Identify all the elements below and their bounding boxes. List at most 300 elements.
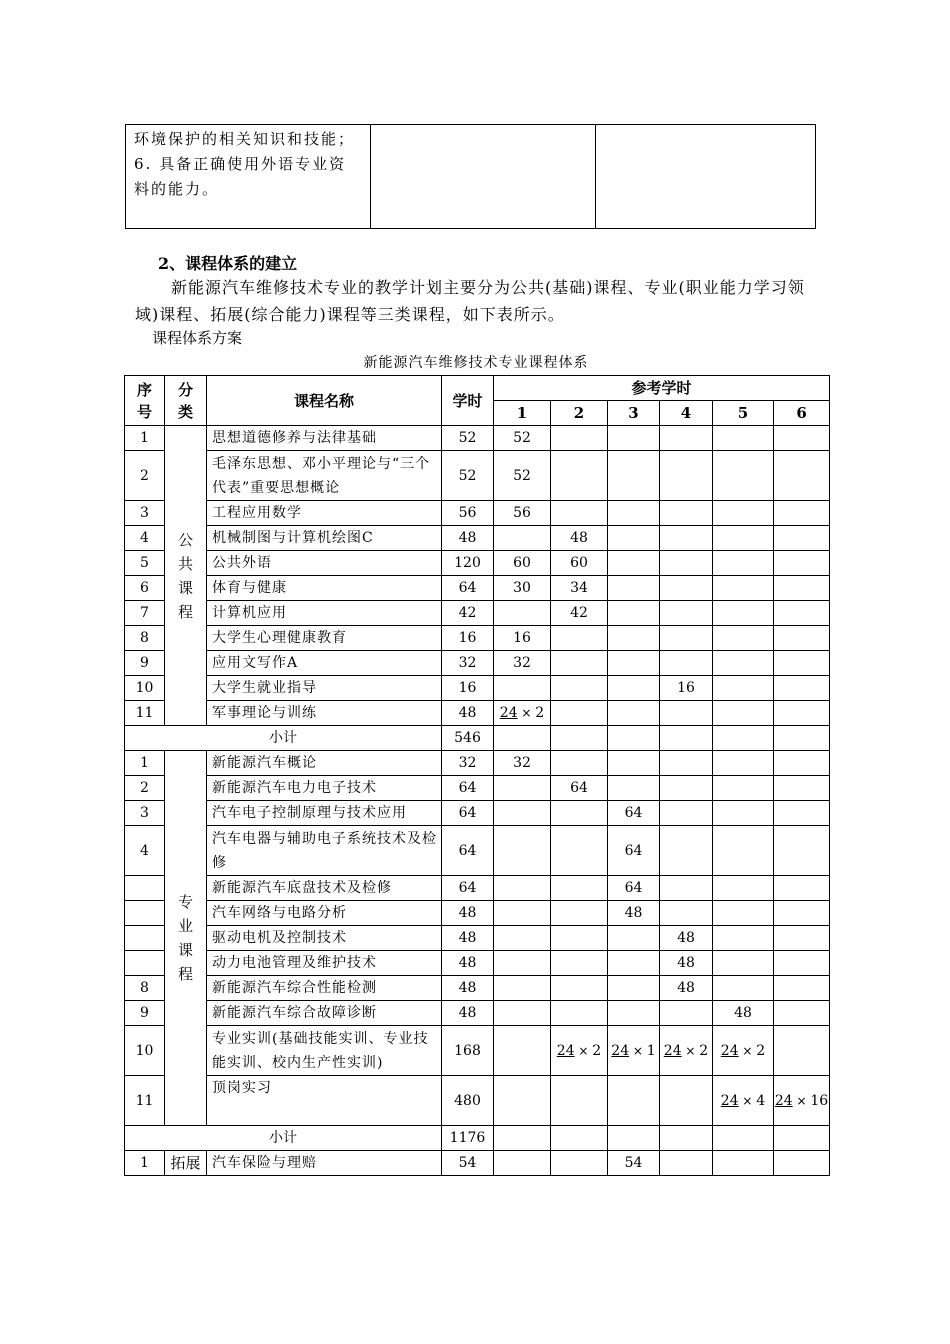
course-name: 工程应用数学 <box>207 501 442 526</box>
table-row <box>125 451 830 501</box>
semester-hours <box>551 1151 608 1176</box>
category-char: 程 <box>177 965 193 983</box>
course-name: 大学生心理健康教育 <box>207 626 442 651</box>
ability-cell <box>126 125 371 229</box>
semester-hours <box>494 876 551 901</box>
semester-hours <box>660 826 713 876</box>
course-hours: 64 <box>442 576 494 601</box>
hours-multiplier-base: 24 <box>720 1092 739 1109</box>
table-row <box>125 876 830 901</box>
semester-hours <box>494 951 551 976</box>
table-row <box>125 551 830 576</box>
plan-label: 课程体系方案 <box>152 329 243 347</box>
semester-hours <box>494 1151 551 1176</box>
subtotal-row <box>125 726 830 751</box>
table-row <box>125 576 830 601</box>
semester-hours <box>774 976 830 1001</box>
semester-hours <box>608 776 660 801</box>
course-hours: 16 <box>442 676 494 701</box>
hours-multiplier-count: 2 <box>592 1042 602 1059</box>
table-row <box>125 751 830 776</box>
table-caption: 新能源汽车维修技术专业课程体系 <box>363 355 589 371</box>
semester-hours <box>713 776 774 801</box>
course-name: 新能源汽车概论 <box>207 751 442 776</box>
semester-hours: 48 <box>713 1001 774 1026</box>
course-name: 军事理论与训练 <box>207 701 442 726</box>
course-name: 动力电池管理及维护技术 <box>207 951 442 976</box>
hours-multiplier-base: 24 <box>720 1042 739 1059</box>
category-cell <box>165 751 207 1126</box>
row-number: 8 <box>125 976 165 1001</box>
table-row <box>125 526 830 551</box>
semester-hours: 34 <box>551 576 608 601</box>
category-char: 共 <box>177 554 193 573</box>
semester-hours <box>774 1001 830 1026</box>
subtotal-label: 小计 <box>125 726 442 751</box>
semester-hours <box>551 501 608 526</box>
ability-line: 环境保护的相关知识和技能； <box>134 130 356 148</box>
semester-hours: 64 <box>608 801 660 826</box>
table-row <box>125 651 830 676</box>
semester-header: 5 <box>713 401 774 426</box>
semester-hours <box>551 976 608 1001</box>
course-hours: 480 <box>442 1076 494 1126</box>
course-hours: 120 <box>442 551 494 576</box>
semester-hours <box>608 676 660 701</box>
semester-hours <box>774 501 830 526</box>
semester-hours <box>774 751 830 776</box>
semester-hours <box>551 826 608 876</box>
course-name: 驱动电机及控制技术 <box>207 926 442 951</box>
semester-hours <box>494 901 551 926</box>
row-number <box>125 876 165 901</box>
semester-hours <box>494 1026 551 1076</box>
semester-header: 1 <box>494 401 551 426</box>
semester-hours <box>494 676 551 701</box>
course-name: 汽车电器与辅助电子系统技术及检修 <box>207 826 442 876</box>
semester-hours <box>660 726 713 751</box>
semester-hours <box>608 1126 660 1151</box>
reference-hours-header: 参考学时 <box>494 376 830 401</box>
category-char: 课 <box>177 578 193 597</box>
semester-hours <box>774 601 830 626</box>
hours-multiplier-base: 24 <box>611 1042 630 1059</box>
course-hours: 64 <box>442 826 494 876</box>
course-name: 计算机应用 <box>207 601 442 626</box>
course-name: 汽车电子控制原理与技术应用 <box>207 801 442 826</box>
semester-hours <box>608 1001 660 1026</box>
row-number: 3 <box>125 501 165 526</box>
semester-header: 4 <box>660 401 713 426</box>
semester-hours <box>494 601 551 626</box>
semester-hours <box>713 576 774 601</box>
semester-hours <box>660 576 713 601</box>
semester-hours <box>774 1126 830 1151</box>
semester-hours <box>660 626 713 651</box>
semester-hours <box>774 676 830 701</box>
semester-hours: 56 <box>494 501 551 526</box>
times-sign: × <box>792 1093 811 1108</box>
previous-page-table <box>125 124 816 229</box>
semester-hours: 16 <box>660 676 713 701</box>
semester-hours <box>713 726 774 751</box>
times-sign: × <box>574 1043 593 1058</box>
semester-hours <box>774 876 830 901</box>
semester-hours <box>660 801 713 826</box>
semester-hours <box>608 751 660 776</box>
row-number: 1 <box>125 751 165 776</box>
semester-hours <box>660 1076 713 1126</box>
hours-multiplier-base: 24 <box>663 1042 682 1059</box>
category-char: 专 <box>177 893 193 911</box>
row-number: 1 <box>125 1151 165 1176</box>
semester-hours <box>774 726 830 751</box>
semester-hours <box>551 951 608 976</box>
subtotal-label: 小计 <box>125 1126 442 1151</box>
table-row <box>125 426 830 451</box>
row-number: 3 <box>125 801 165 826</box>
hours-multiplier-count: 16 <box>810 1092 829 1109</box>
course-hours: 64 <box>442 876 494 901</box>
semester-hours: 32 <box>494 751 551 776</box>
semester-hours <box>660 601 713 626</box>
semester-hours <box>713 501 774 526</box>
semester-hours <box>713 826 774 876</box>
course-name: 机械制图与计算机绘图C <box>207 526 442 551</box>
semester-hours <box>713 451 774 501</box>
semester-hours <box>774 776 830 801</box>
header-row <box>125 376 830 401</box>
semester-hours: 32 <box>494 651 551 676</box>
semester-hours <box>494 1076 551 1126</box>
table-row <box>125 1001 830 1026</box>
seq-header <box>125 376 165 426</box>
empty-cell <box>371 125 596 229</box>
semester-hours <box>551 876 608 901</box>
semester-hours <box>608 551 660 576</box>
semester-hours <box>774 551 830 576</box>
row-number: 5 <box>125 551 165 576</box>
course-name-header: 课程名称 <box>207 376 442 426</box>
intro-paragraph: 新能源汽车维修技术专业的教学计划主要分为公共(基础)课程、专业(职业能力学习领域)课程、拓展(综合能力)课程等三类课程，如下表所示。 <box>135 278 805 324</box>
row-number: 4 <box>125 826 165 876</box>
category-char: 程 <box>177 602 193 621</box>
section-heading: 2、课程体系的建立 <box>158 254 298 273</box>
semester-hours <box>608 651 660 676</box>
semester-hours <box>660 751 713 776</box>
semester-hours: 48 <box>660 926 713 951</box>
semester-hours <box>551 426 608 451</box>
course-hours: 52 <box>442 451 494 501</box>
semester-hours <box>660 551 713 576</box>
semester-hours <box>774 826 830 876</box>
semester-hours <box>713 951 774 976</box>
course-hours: 48 <box>442 1001 494 1026</box>
row-number <box>125 901 165 926</box>
semester-hours <box>660 1026 713 1076</box>
semester-hours <box>494 976 551 1001</box>
course-hours: 48 <box>442 526 494 551</box>
table-row <box>125 676 830 701</box>
semester-hours: 48 <box>660 976 713 1001</box>
semester-hours <box>660 1151 713 1176</box>
semester-hours <box>551 901 608 926</box>
hours-multiplier-count: 1 <box>646 1042 656 1059</box>
semester-hours: 52 <box>494 451 551 501</box>
semester-header: 6 <box>774 401 830 426</box>
semester-hours: 52 <box>494 426 551 451</box>
semester-hours <box>660 901 713 926</box>
semester-hours <box>551 751 608 776</box>
semester-hours <box>774 651 830 676</box>
semester-hours <box>551 1126 608 1151</box>
semester-hours <box>774 701 830 726</box>
course-hours: 32 <box>442 651 494 676</box>
semester-hours: 60 <box>551 551 608 576</box>
semester-hours <box>608 526 660 551</box>
row-number: 11 <box>125 701 165 726</box>
semester-hours <box>608 451 660 501</box>
course-name: 汽车网络与电路分析 <box>207 901 442 926</box>
times-sign: × <box>738 1093 757 1108</box>
semester-hours <box>551 451 608 501</box>
hours-multiplier-base: 24 <box>556 1042 575 1059</box>
semester-hours <box>608 726 660 751</box>
course-hours: 48 <box>442 951 494 976</box>
course-hours: 32 <box>442 751 494 776</box>
semester-hours <box>660 1001 713 1026</box>
semester-hours: 48 <box>551 526 608 551</box>
semester-hours <box>774 1026 830 1076</box>
semester-hours: 64 <box>608 826 660 876</box>
semester-hours <box>608 601 660 626</box>
semester-hours <box>660 651 713 676</box>
semester-hours <box>713 426 774 451</box>
semester-hours <box>494 526 551 551</box>
semester-hours <box>774 901 830 926</box>
table-row <box>125 901 830 926</box>
semester-hours <box>608 701 660 726</box>
row-number: 6 <box>125 576 165 601</box>
table-row <box>125 601 830 626</box>
semester-hours <box>494 726 551 751</box>
semester-hours: 42 <box>551 601 608 626</box>
semester-hours <box>494 926 551 951</box>
table-row <box>125 776 830 801</box>
course-hours: 64 <box>442 776 494 801</box>
subtotal-row <box>125 1126 830 1151</box>
semester-header: 2 <box>551 401 608 426</box>
semester-hours <box>713 901 774 926</box>
row-number: 4 <box>125 526 165 551</box>
semester-hours <box>713 626 774 651</box>
semester-hours <box>494 1001 551 1026</box>
semester-hours: 64 <box>551 776 608 801</box>
seq-header-char: 序 <box>136 380 152 399</box>
course-hours: 56 <box>442 501 494 526</box>
course-hours: 42 <box>442 601 494 626</box>
course-name: 公共外语 <box>207 551 442 576</box>
hours-multiplier-count: 4 <box>756 1092 766 1109</box>
category-header-char: 分 <box>177 380 193 399</box>
course-system-table <box>124 375 830 1176</box>
course-name: 顶岗实习 <box>207 1076 442 1126</box>
course-name: 毛泽东思想、邓小平理论与“三个代表”重要思想概论 <box>207 451 442 501</box>
table-row <box>125 1076 830 1126</box>
course-name: 新能源汽车综合故障诊断 <box>207 1001 442 1026</box>
semester-hours <box>551 1026 608 1076</box>
category-header <box>165 376 207 426</box>
ability-line: 6. 具备正确使用外语专业资料的能力。 <box>134 155 347 198</box>
empty-cell <box>596 125 816 229</box>
semester-hours <box>713 601 774 626</box>
semester-hours <box>494 826 551 876</box>
row-number: 7 <box>125 601 165 626</box>
category-char: 业 <box>177 917 193 935</box>
semester-hours <box>713 1026 774 1076</box>
table-row <box>125 826 830 876</box>
semester-hours <box>774 451 830 501</box>
semester-hours <box>660 501 713 526</box>
semester-hours <box>608 976 660 1001</box>
semester-hours: 48 <box>608 901 660 926</box>
course-name: 体育与健康 <box>207 576 442 601</box>
semester-hours <box>713 1126 774 1151</box>
row-number: 1 <box>125 426 165 451</box>
semester-hours <box>551 676 608 701</box>
semester-hours <box>713 1076 774 1126</box>
semester-hours <box>494 801 551 826</box>
semester-hours <box>608 626 660 651</box>
semester-header: 3 <box>608 401 660 426</box>
semester-hours <box>551 726 608 751</box>
semester-hours <box>713 1151 774 1176</box>
course-hours: 48 <box>442 926 494 951</box>
table-row <box>125 951 830 976</box>
course-hours: 54 <box>442 1151 494 1176</box>
course-hours: 48 <box>442 701 494 726</box>
row-number: 9 <box>125 651 165 676</box>
semester-hours <box>774 526 830 551</box>
semester-hours <box>608 426 660 451</box>
semester-hours <box>494 1126 551 1151</box>
semester-hours <box>774 576 830 601</box>
semester-hours: 60 <box>494 551 551 576</box>
category-char: 课 <box>177 941 193 959</box>
semester-hours <box>551 1076 608 1126</box>
category-cell <box>165 426 207 726</box>
row-number: 10 <box>125 676 165 701</box>
category-header-char: 类 <box>177 402 193 421</box>
subtotal-hours: 546 <box>442 726 494 751</box>
semester-hours <box>713 701 774 726</box>
semester-hours <box>551 801 608 826</box>
semester-hours <box>660 701 713 726</box>
course-hours: 168 <box>442 1026 494 1076</box>
semester-hours <box>774 926 830 951</box>
row-number <box>125 951 165 976</box>
semester-hours <box>551 701 608 726</box>
subtotal-hours: 1176 <box>442 1126 494 1151</box>
semester-hours <box>660 526 713 551</box>
semester-hours <box>551 626 608 651</box>
table-row <box>125 501 830 526</box>
semester-hours <box>713 526 774 551</box>
semester-hours <box>713 876 774 901</box>
semester-hours <box>551 1001 608 1026</box>
semester-hours: 64 <box>608 876 660 901</box>
semester-hours <box>774 801 830 826</box>
semester-hours: 16 <box>494 626 551 651</box>
semester-hours <box>713 651 774 676</box>
row-number: 10 <box>125 1026 165 1076</box>
semester-hours <box>494 776 551 801</box>
course-name: 思想道德修养与法律基础 <box>207 426 442 451</box>
course-name: 大学生就业指导 <box>207 676 442 701</box>
row-number: 8 <box>125 626 165 651</box>
semester-hours <box>660 426 713 451</box>
course-hours: 48 <box>442 901 494 926</box>
course-hours: 48 <box>442 976 494 1001</box>
semester-hours <box>774 1151 830 1176</box>
hours-multiplier-count: 2 <box>756 1042 766 1059</box>
semester-hours <box>774 1076 830 1126</box>
semester-hours <box>774 626 830 651</box>
semester-hours <box>713 676 774 701</box>
row-number: 11 <box>125 1076 165 1126</box>
semester-hours <box>713 801 774 826</box>
semester-hours <box>660 1126 713 1151</box>
semester-hours <box>660 776 713 801</box>
semester-hours: 30 <box>494 576 551 601</box>
course-hours: 16 <box>442 626 494 651</box>
row-number: 2 <box>125 776 165 801</box>
semester-hours <box>608 501 660 526</box>
semester-hours <box>660 451 713 501</box>
course-name: 新能源汽车底盘技术及检修 <box>207 876 442 901</box>
category-cell: 拓展 <box>165 1151 207 1176</box>
hours-multiplier-base: 24 <box>774 1092 793 1109</box>
course-hours: 64 <box>442 801 494 826</box>
semester-hours <box>713 751 774 776</box>
category-char: 公 <box>177 530 193 549</box>
semester-hours <box>774 951 830 976</box>
row-number: 9 <box>125 1001 165 1026</box>
row-number <box>125 926 165 951</box>
times-sign: × <box>629 1043 647 1058</box>
semester-hours <box>713 926 774 951</box>
semester-hours <box>713 976 774 1001</box>
hours-multiplier-count: 2 <box>535 705 545 721</box>
semester-hours <box>608 951 660 976</box>
semester-hours <box>713 551 774 576</box>
times-sign: × <box>517 706 536 720</box>
table-row <box>125 976 830 1001</box>
course-name: 新能源汽车电力电子技术 <box>207 776 442 801</box>
course-name: 汽车保险与理赔 <box>207 1151 442 1176</box>
table-row <box>125 1026 830 1076</box>
semester-hours <box>494 701 551 726</box>
semester-hours <box>608 1076 660 1126</box>
semester-hours <box>551 926 608 951</box>
table-row <box>125 801 830 826</box>
seq-header-char: 号 <box>136 402 152 421</box>
times-sign: × <box>738 1043 757 1058</box>
hours-multiplier-base: 24 <box>499 705 518 721</box>
row-number: 2 <box>125 451 165 501</box>
times-sign: × <box>681 1043 700 1058</box>
semester-hours <box>660 876 713 901</box>
